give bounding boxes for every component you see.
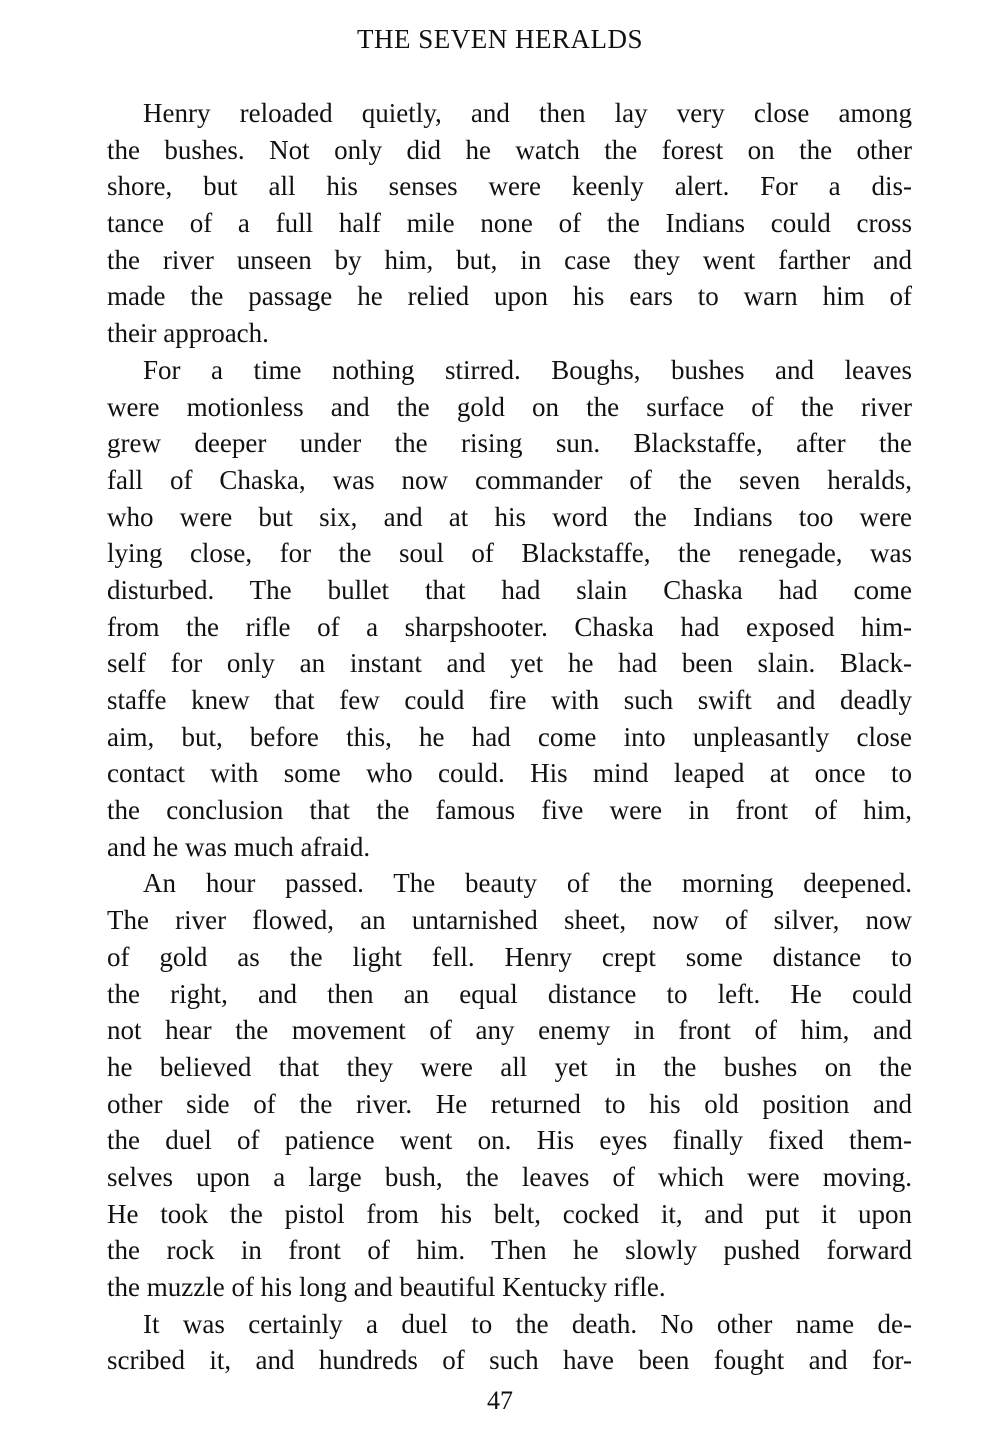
text-line: their approach. xyxy=(107,318,269,349)
text-line: staffe knew that few could fire with such swift and deadly xyxy=(107,685,912,715)
text-line: For a time nothing stirred. Boughs, bushes and leaves xyxy=(143,354,912,385)
running-head: THE SEVEN HERALDS xyxy=(357,24,643,54)
text-line: who were but six, and at his word the Indians too were xyxy=(107,501,912,532)
text-line: scribed it, and hundreds of such have been fought and for- xyxy=(107,1345,912,1376)
text-line: selves upon a large bush, the leaves of which were moving. xyxy=(107,1161,912,1192)
text-line: the duel of patience went on. His eyes finally fixed them- xyxy=(107,1125,912,1156)
text-line: of gold as the light fell. Henry crept some distance to xyxy=(107,941,912,972)
text-line: It was certainly a duel to the death. No other name de- xyxy=(143,1308,912,1339)
text-line: and he was much afraid. xyxy=(107,831,371,862)
text-line: disturbed. The bullet that had slain Chaska had come xyxy=(107,574,912,605)
page-number: 47 xyxy=(487,1386,513,1415)
text-line: the conclusion that the famous five were in front of him, xyxy=(107,795,912,826)
text-line: the river unseen by him, but, in case they went farther and xyxy=(107,244,912,275)
text-line: tance of a full half mile none of the Indians could cross xyxy=(107,208,912,239)
text-line: contact with some who could. His mind leaped at once to xyxy=(107,758,912,789)
text-line: the rock in front of him. Then he slowly pushed forward xyxy=(107,1235,912,1266)
paragraph xyxy=(107,352,912,866)
text-line: self for only an instant and yet he had been slain. Black- xyxy=(107,648,912,679)
paragraph xyxy=(107,865,912,1305)
text-line: the muzzle of his long and beautiful Kentucky rifle. xyxy=(107,1272,666,1302)
paragraph xyxy=(107,95,912,352)
text-line: the right, and then an equal distance to left. He could xyxy=(107,978,912,1009)
text-line: he believed that they were all yet in the bushes on the xyxy=(107,1051,912,1082)
text-line: He took the pistol from his belt, cocked it, and put it upon xyxy=(107,1198,912,1229)
text-line: fall of Chaska, was now commander of the seven heralds, xyxy=(107,464,912,495)
body-text xyxy=(107,95,912,1379)
text-line: from the rifle of a sharpshooter. Chaska had exposed him- xyxy=(107,611,912,642)
text-line: Henry reloaded quietly, and then lay very close among xyxy=(143,98,912,128)
text-line: lying close, for the soul of Blackstaffe, the renegade, was xyxy=(107,538,912,569)
text-line: An hour passed. The beauty of the morning deepened. xyxy=(143,868,912,899)
text-line: made the passage he relied upon his ears to warn him of xyxy=(107,281,912,312)
paragraph xyxy=(107,1306,912,1379)
text-line: the bushes. Not only did he watch the forest on the other xyxy=(107,134,912,165)
text-line: other side of the river. He returned to his old position and xyxy=(107,1088,912,1119)
text-line: grew deeper under the rising sun. Blackstaffe, after the xyxy=(107,428,912,459)
text-line: shore, but all his senses were keenly alert. For a dis- xyxy=(107,171,912,202)
text-line: aim, but, before this, he had come into unpleasantly close xyxy=(107,721,912,752)
text-line: not hear the movement of any enemy in front of him, and xyxy=(107,1015,912,1046)
text-line: The river flowed, an untarnished sheet, now of silver, now xyxy=(107,905,912,936)
text-line: were motionless and the gold on the surface of the river xyxy=(107,391,912,422)
